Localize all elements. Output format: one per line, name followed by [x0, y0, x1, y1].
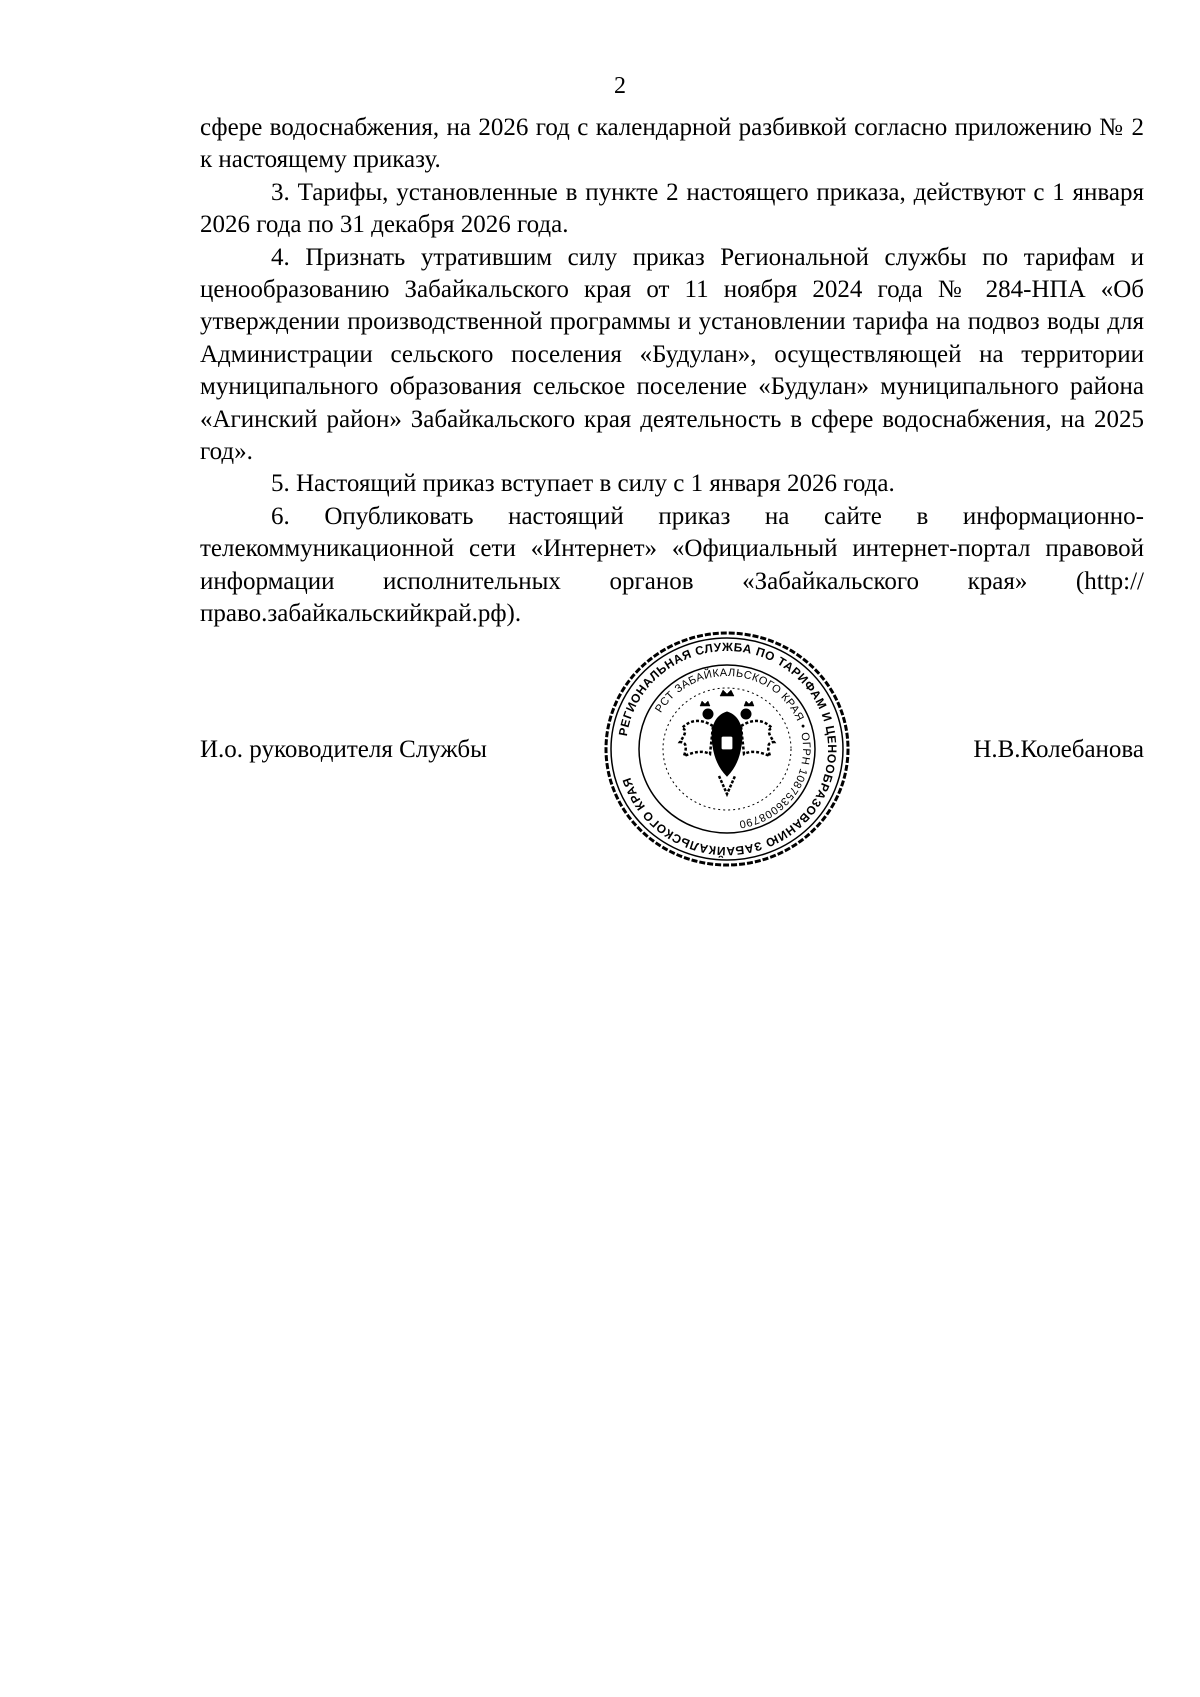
document-body [200, 112, 1144, 631]
official-seal [602, 630, 852, 868]
paragraph-continuation: сфере водоснабжения, на 2026 год с календарной разбивкой согласно приложению № 2 к настоящему приказу. [200, 114, 1144, 174]
paragraph-item-6: 6. Опубликовать настоящий приказ на сайте в информационно-телекоммуникационной сети «Интернет» «Официальный интернет-портал правовой информации исполнительных органов «Забайкальского края» (http://право.забайкальскийкрай.рф). [200, 502, 1144, 628]
double-headed-eagle-icon [680, 690, 774, 794]
signatory-name: Н.В.Колебанова [973, 736, 1144, 763]
page-number: 2 [614, 73, 626, 99]
seal-inner-text: РСТ ЗАБАЙКАЛЬСКОГО КРАЯ • ОГРН 1087536008790 [653, 666, 813, 831]
paragraph-item-5: 5. Настоящий приказ вступает в силу с 1 января 2026 года. [271, 470, 895, 498]
seal-outer-text: РЕГИОНАЛЬНАЯ СЛУЖБА ПО ТАРИФАМ И ЦЕНООБРАЗОВАНИЮ ЗАБАЙКАЛЬСКОГО КРАЯ [615, 639, 840, 859]
paragraph-item-4: 4. Признать утратившим силу приказ Региональной службы по тарифам и ценообразованию Забайкальского края от 11 ноября 2024 года № 284-НПА «Об утверждении производственной программы и установлении тарифа на подвоз воды для Администрации сельского поселения «Будулан», осуществляющей на территории муниципального образования сельское поселение «Будулан» муниципального района «Агинский район» Забайкальского края деятельность в сфере водоснабжения, на 2025 год». [200, 243, 1144, 466]
paragraph-item-3: 3. Тарифы, установленные в пункте 2 настоящего приказа, действуют с 1 января 2026 года по 31 декабря 2026 года. [200, 178, 1144, 239]
signatory-title: И.о. руководителя Службы [200, 736, 487, 763]
